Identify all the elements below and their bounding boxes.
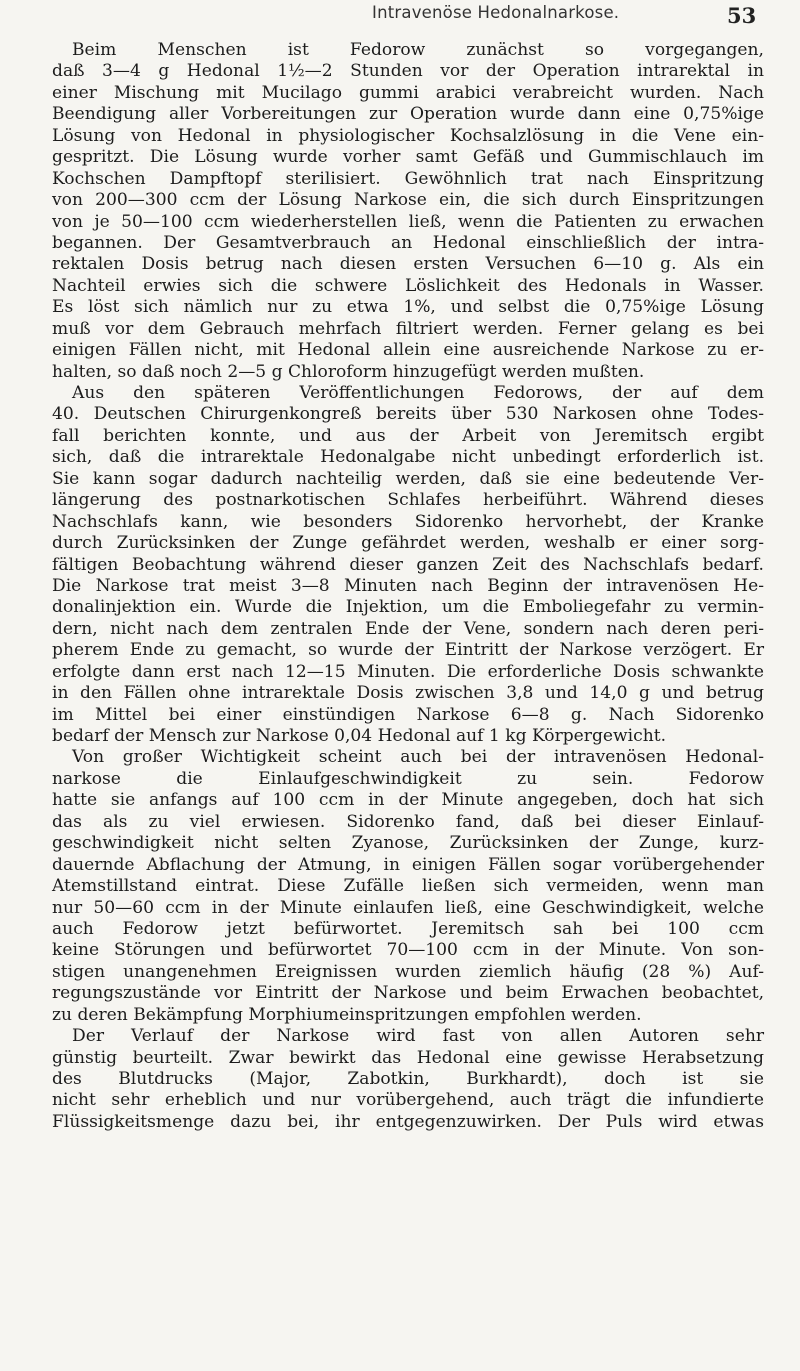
text-line: Sie kann sogar dadurch nachteilig werden, daß sie eine bedeutende Ver-	[52, 468, 764, 489]
text-line: von je 50—100 ccm wiederherstellen ließ, wenn die Patienten zu erwachen	[52, 211, 764, 232]
text-line: Lösung von Hedonal in physiologischer Kochsalzlösung in die Vene ein-	[52, 125, 764, 146]
text-line: durch Zurücksinken der Zunge gefährdet werden, weshalb er einer sorg-	[52, 533, 764, 554]
text-line: dern, nicht nach dem zentralen Ende der Vene, sondern nach deren peri-	[52, 618, 764, 639]
text-line: zu deren Bekämpfung Morphiumeinspritzungen empfohlen werden.	[52, 1004, 642, 1025]
text-line: in den Fällen ohne intrarektale Dosis zwischen 3,8 und 14,0 g und betrug	[52, 683, 764, 704]
text-line: geschwindigkeit nicht selten Zyanose, Zurücksinken der Zunge, kurz-	[52, 833, 764, 854]
text-line: gespritzt. Die Lösung wurde vorher samt Gefäß und Gummischlauch im	[52, 147, 764, 168]
running-title: Intravenöse Hedonalnarkose.	[372, 3, 620, 22]
text-line: Die Narkose trat meist 3—8 Minuten nach Beginn der intravenösen He-	[52, 575, 764, 596]
text-line: Flüssigkeitsmenge dazu bei, ihr entgegenzuwirken. Der Puls wird etwas	[52, 1111, 764, 1132]
text-line: erfolgte dann erst nach 12—15 Minuten. Die erforderliche Dosis schwankte	[52, 661, 764, 682]
text-line: narkose die Einlaufgeschwindigkeit zu sein. Fedorow	[52, 768, 764, 789]
text-line: Atemstillstand eintrat. Diese Zufälle ließen sich vermeiden, wenn man	[52, 876, 764, 897]
text-line: nicht sehr erheblich und nur vorübergehend, auch trägt die infundierte	[52, 1090, 764, 1111]
text-line: begannen. Der Gesamtverbrauch an Hedonal einschließlich der intra-	[52, 232, 764, 253]
text-line: regungszustände vor Eintritt der Narkose und beim Erwachen beobachtet,	[52, 983, 764, 1004]
text-line: halten, so daß noch 2—5 g Chloroform hinzugefügt werden mußten.	[52, 361, 645, 382]
text-line: fältigen Beobachtung während dieser ganzen Zeit des Nachschlafs bedarf.	[52, 554, 764, 575]
text-line: das als zu viel erwiesen. Sidorenko fand, daß bei dieser Einlauf-	[52, 811, 764, 832]
text-line: nur 50—60 ccm in der Minute einlaufen ließ, eine Geschwindigkeit, welche	[52, 897, 764, 918]
text-line: fall berichten konnte, und aus der Arbeit von Jeremitsch ergibt	[52, 425, 764, 446]
text-line: Aus den späteren Veröffentlichungen Fedorows, der auf dem	[72, 383, 764, 403]
text-line: pherem Ende zu gemacht, so wurde der Eintritt der Narkose verzögert. Er	[52, 640, 764, 661]
text-line: 40. Deutschen Chirurgenkongreß bereits über 530 Narkosen ohne Todes-	[52, 404, 764, 425]
text-line: im Mittel bei einer einstündigen Narkose 6—8 g. Nach Sidorenko	[52, 704, 764, 725]
page-number: 53	[727, 3, 757, 28]
text-line: sich, daß die intrarektale Hedonalgabe nicht unbedingt erforderlich ist.	[52, 447, 764, 468]
text-line: donalinjektion ein. Wurde die Injektion, um die Emboliegefahr zu vermin-	[52, 597, 764, 618]
text-line: hatte sie anfangs auf 100 ccm in der Minute angegeben, doch hat sich	[52, 790, 764, 811]
text-line: Von großer Wichtigkeit scheint auch bei der intravenösen Hedonal-	[72, 747, 764, 768]
text-line: einigen Fällen nicht, mit Hedonal allein eine ausreichende Narkose zu er-	[52, 340, 764, 361]
text-line: von 200—300 ccm der Lösung Narkose ein, die sich durch Einspritzungen	[52, 190, 764, 211]
text-line: Kochschen Dampftopf sterilisiert. Gewöhnlich trat nach Einspritzung	[52, 168, 764, 189]
text-line: dauernde Abflachung der Atmung, in einigen Fällen sogar vorübergehender	[52, 854, 764, 875]
text-line: muß vor dem Gebrauch mehrfach filtriert werden. Ferner gelang es bei	[52, 318, 764, 339]
text-line: keine Störungen und befürwortet 70—100 ccm in der Minute. Von son-	[52, 940, 764, 961]
text-line: günstig beurteilt. Zwar bewirkt das Hedonal eine gewisse Herabsetzung	[52, 1047, 764, 1068]
text-line: auch Fedorow jetzt befürwortet. Jeremitsch sah bei 100 ccm	[52, 918, 764, 939]
text-line: längerung des postnarkotischen Schlafes herbeiführt. Während dieses	[52, 490, 764, 511]
text-line: daß 3—4 g Hedonal 1½—2 Stunden vor der Operation intrarektal in	[52, 61, 764, 82]
body-text	[52, 40, 764, 1133]
text-line: rektalen Dosis betrug nach diesen ersten Versuchen 6—10 g. Als ein	[52, 254, 764, 275]
text-line: des Blutdrucks (Major, Zabotkin, Burkhardt), doch ist sie	[52, 1069, 764, 1089]
text-line: Der Verlauf der Narkose wird fast von allen Autoren sehr	[72, 1026, 764, 1047]
text-line: Beendigung aller Vorbereitungen zur Operation wurde dann eine 0,75%ige	[52, 104, 764, 125]
text-line: Es löst sich nämlich nur zu etwa 1%, und selbst die 0,75%ige Lösung	[52, 297, 764, 318]
text-line: einer Mischung mit Mucilago gummi arabici verabreicht wurden. Nach	[52, 82, 764, 103]
text-line: stigen unangenehmen Ereignissen wurden ziemlich häufig (28 %) Auf-	[52, 961, 764, 982]
text-line: Nachschlafs kann, wie besonders Sidorenko hervorhebt, der Kranke	[52, 511, 764, 532]
text-line: bedarf der Mensch zur Narkose 0,04 Hedonal auf 1 kg Körpergewicht.	[52, 726, 667, 746]
text-line: Nachteil erwies sich die schwere Löslichkeit des Hedonals in Wasser.	[52, 275, 764, 296]
text-line: Beim Menschen ist Fedorow zunächst so vorgegangen,	[72, 40, 764, 60]
